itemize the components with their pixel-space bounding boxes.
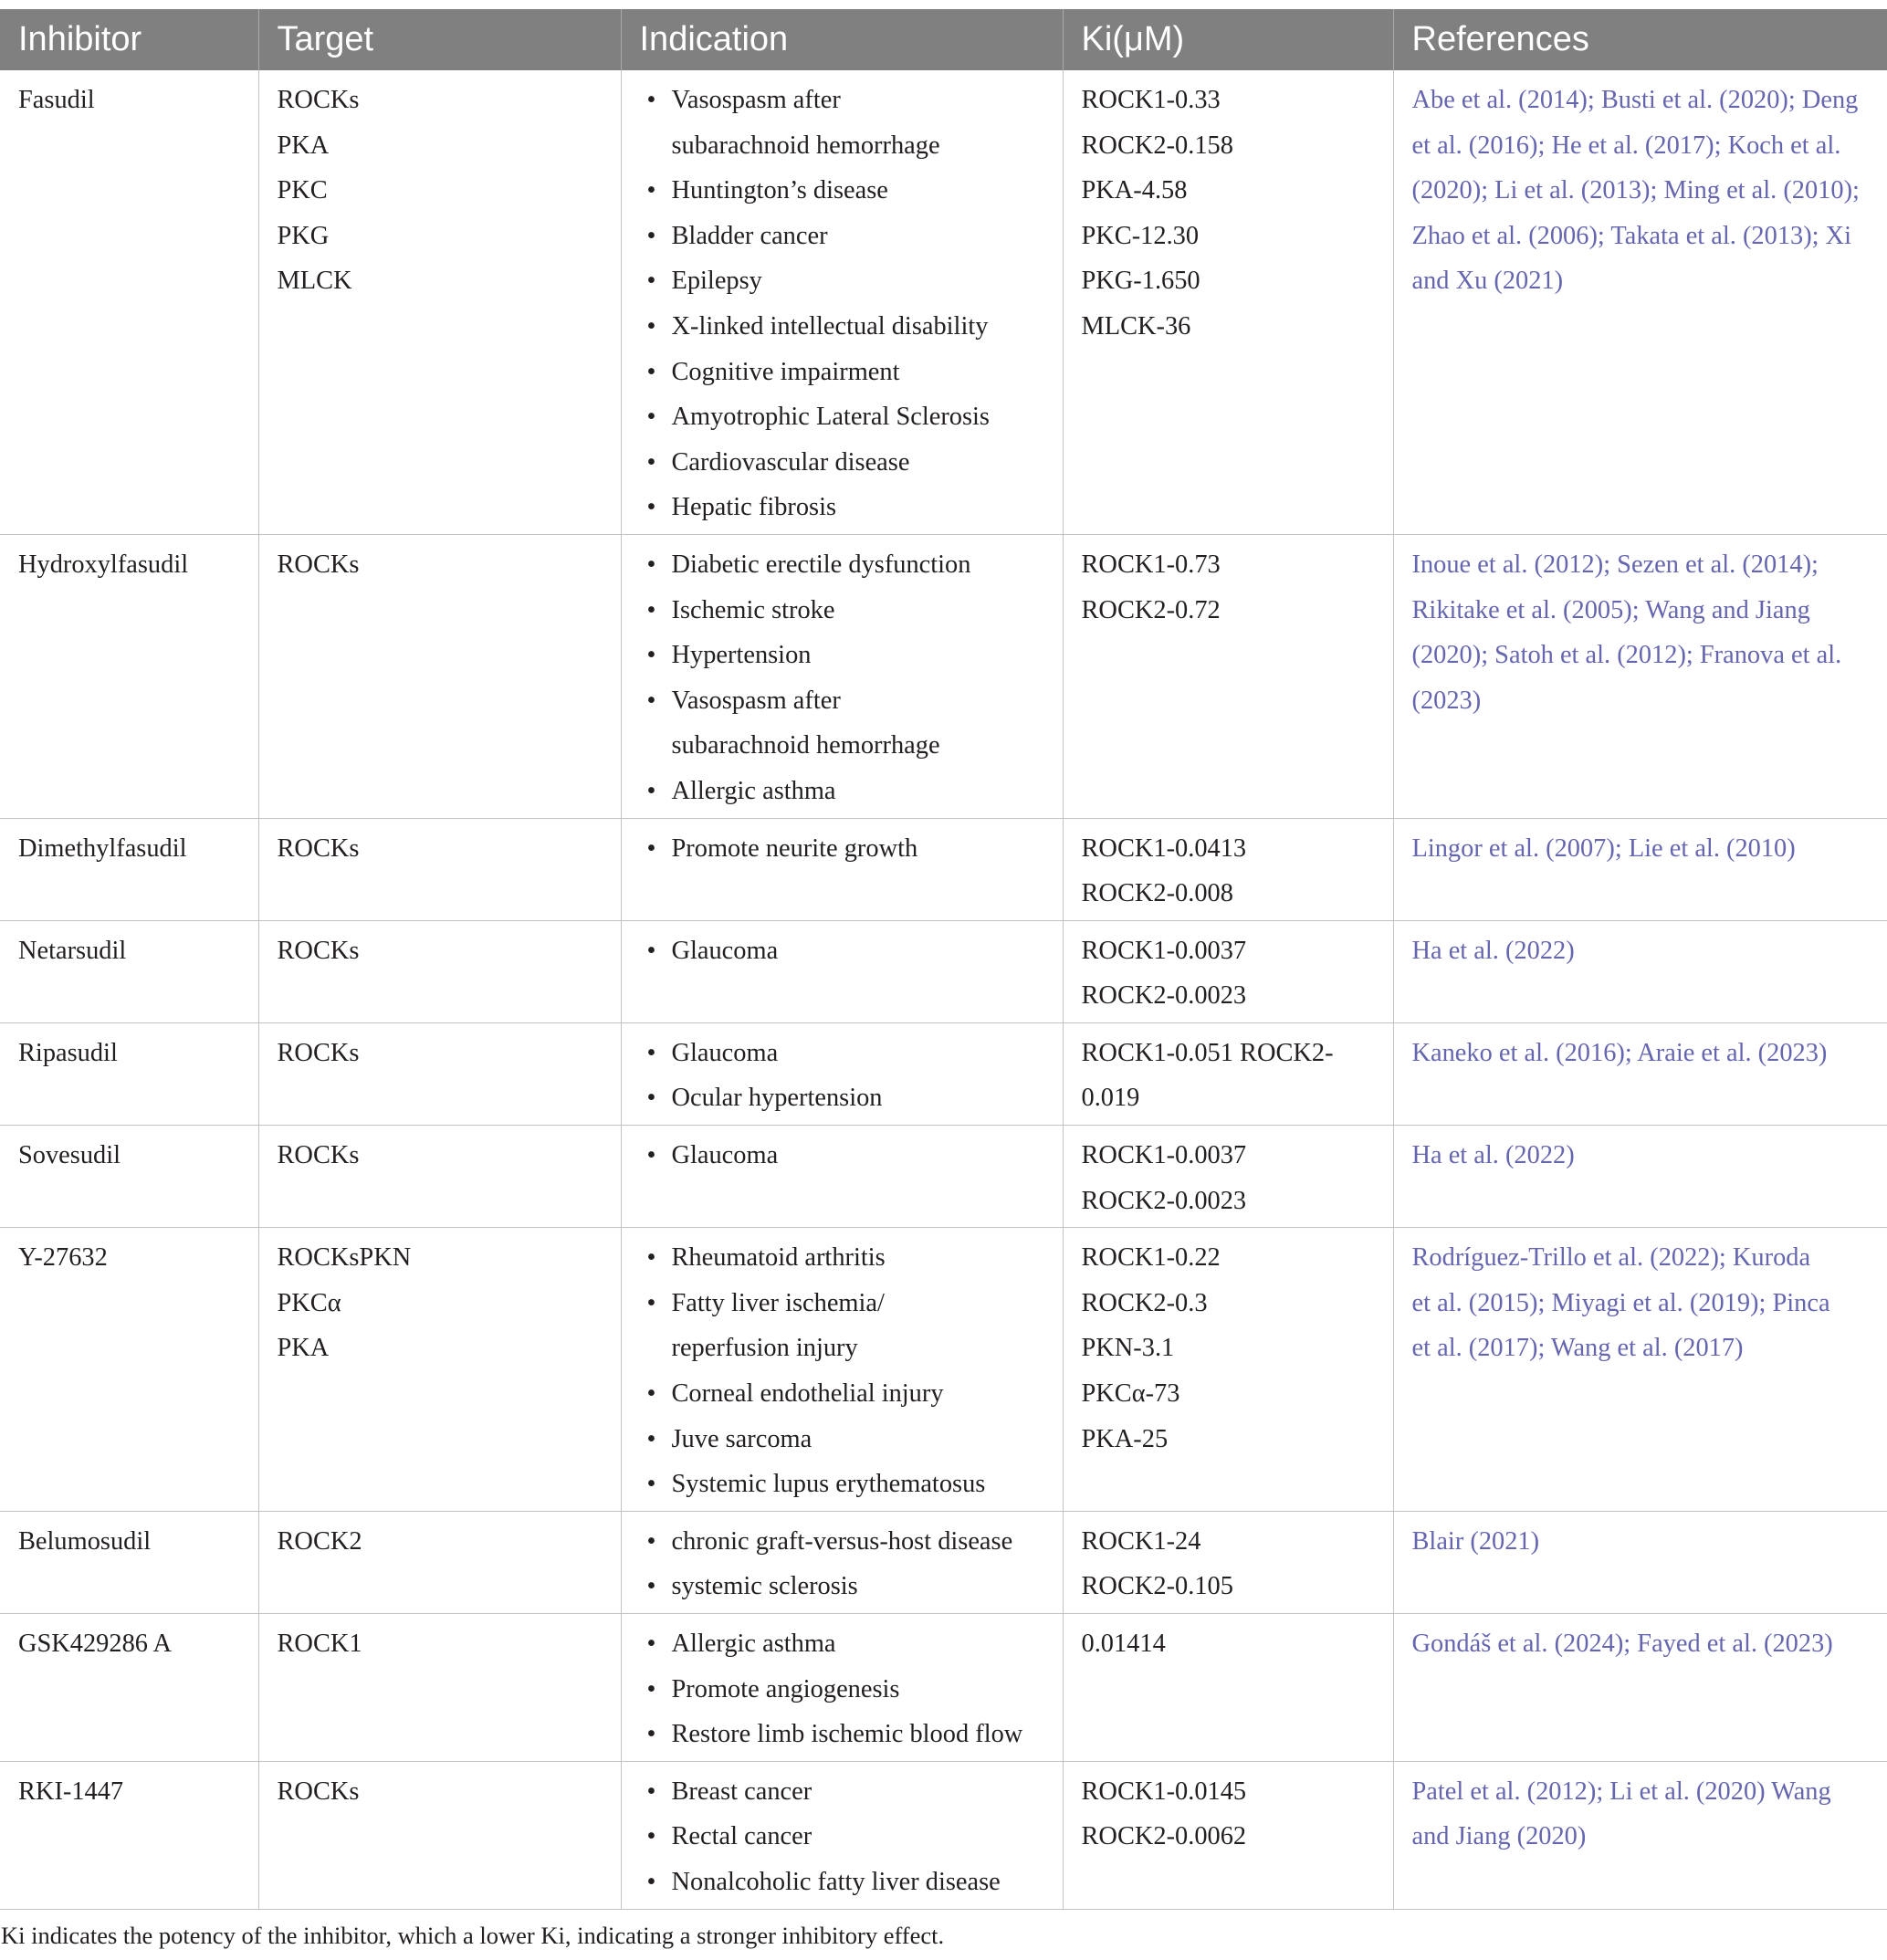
target-cell xyxy=(258,1511,621,1613)
ki-value: ROCK2-0.105 xyxy=(1081,1572,1233,1601)
ki-cell xyxy=(1063,1761,1393,1909)
indication-item: • Diabetic erectile dysfunction xyxy=(640,542,1044,588)
indication-item: • Glaucoma xyxy=(640,1031,1044,1076)
target-cell xyxy=(258,1126,621,1228)
table-row xyxy=(0,1228,1887,1512)
ki-value: ROCK1-0.051 ROCK2- 0.019 xyxy=(1081,1038,1334,1113)
indication-item: • Corneal endothelial injury xyxy=(640,1371,1044,1417)
inhibitor-name: Ripasudil xyxy=(18,1038,118,1067)
indication-list xyxy=(640,1235,1044,1507)
indication-cell xyxy=(621,920,1063,1022)
table-row xyxy=(0,70,1887,534)
indication-list xyxy=(640,826,1044,872)
indication-item: • Breast cancer xyxy=(640,1769,1044,1815)
indication-item: • Amyotrophic Lateral Sclerosis xyxy=(640,394,1044,440)
inhibitor-cell xyxy=(0,1228,258,1512)
indication-cell xyxy=(621,1761,1063,1909)
indication-item: • Cardiovascular disease xyxy=(640,440,1044,486)
ki-value: 0.01414 xyxy=(1081,1630,1166,1658)
indication-item: • Hypertension xyxy=(640,633,1044,678)
target-item: PKCα xyxy=(277,1288,341,1317)
target-item: ROCK1 xyxy=(277,1630,362,1658)
ki-value: ROCK1-0.0413 xyxy=(1081,833,1247,863)
references-cell xyxy=(1393,1126,1887,1228)
indication-item: • systemic sclerosis xyxy=(640,1564,1044,1609)
table-row xyxy=(0,1511,1887,1613)
indication-item: • Allergic asthma xyxy=(640,769,1044,814)
indication-cell xyxy=(621,534,1063,818)
indication-item: • X-linked intellectual disability xyxy=(640,304,1044,350)
indication-cell xyxy=(621,1022,1063,1125)
target-item: ROCKs xyxy=(277,936,360,965)
reference-links[interactable]: Patel et al. (2012); Li et al. (2020) Wang and Jiang (2020) xyxy=(1411,1777,1831,1851)
ki-value: ROCK1-0.33 xyxy=(1081,86,1221,114)
ki-value: ROCK2-0.0023 xyxy=(1081,981,1247,1011)
ki-value: ROCK1-0.0145 xyxy=(1081,1777,1247,1806)
indication-item: • Glaucoma xyxy=(640,928,1044,974)
reference-links[interactable]: Rodríguez-Trillo et al. (2022); Kuroda et al. (2015); Miyagi et al. (2019); Pinca et al. (2017); Wang et al. (2017) xyxy=(1411,1243,1830,1363)
inhibitor-name: GSK429286 A xyxy=(18,1630,173,1658)
header-target: Target xyxy=(258,9,621,70)
indication-cell xyxy=(621,1614,1063,1762)
target-item: ROCKs xyxy=(277,1038,360,1067)
inhibitor-cell xyxy=(0,1614,258,1762)
indication-item: • Promote angiogenesis xyxy=(640,1667,1044,1713)
indication-item: • Restore limb ischemic blood flow xyxy=(640,1712,1044,1757)
inhibitor-cell xyxy=(0,70,258,534)
indication-item: • Nonalcoholic fatty liver disease xyxy=(640,1860,1044,1905)
indication-list xyxy=(640,1133,1044,1179)
indication-item: • Hepatic fibrosis xyxy=(640,485,1044,530)
ki-value: ROCK2-0.3 xyxy=(1081,1288,1208,1317)
target-item: ROCK2 xyxy=(277,1526,362,1556)
reference-links[interactable]: Inoue et al. (2012); Sezen et al. (2014); Rikitake et al. (2005); Wang and Jiang (2020); Satoh et al. (2012); Franova et al. (2023) xyxy=(1411,550,1842,715)
indication-list xyxy=(640,1031,1044,1121)
target-item: PKG xyxy=(277,221,330,250)
indication-item: • Allergic asthma xyxy=(640,1621,1044,1667)
inhibitor-cell xyxy=(0,1126,258,1228)
target-cell xyxy=(258,534,621,818)
ki-value: ROCK1-0.0037 xyxy=(1081,936,1247,965)
references-cell xyxy=(1393,1761,1887,1909)
indication-item: • Rectal cancer xyxy=(640,1814,1044,1860)
ki-value: ROCK2-0.158 xyxy=(1081,131,1233,160)
indication-item: • Fatty liver ischemia/ reperfusion injury xyxy=(640,1281,1044,1371)
inhibitor-cell xyxy=(0,818,258,920)
target-item: PKA xyxy=(277,131,330,160)
indication-cell xyxy=(621,1228,1063,1512)
reference-links[interactable]: Ha et al. (2022) xyxy=(1411,936,1575,965)
ki-cell xyxy=(1063,1614,1393,1762)
table-row xyxy=(0,534,1887,818)
header-inhibitor: Inhibitor xyxy=(0,9,258,70)
inhibitor-name: Y-27632 xyxy=(18,1243,108,1273)
ki-value: PKCα-73 xyxy=(1081,1379,1180,1409)
target-item: ROCKs xyxy=(277,1777,360,1806)
ki-cell xyxy=(1063,534,1393,818)
references-cell xyxy=(1393,1511,1887,1613)
table-footnote: Ki indicates the potency of the inhibitor, which a lower Ki, indicating a stronger inhibitory effect. xyxy=(1,1921,945,1949)
indication-item: • Glaucoma xyxy=(640,1133,1044,1179)
ki-cell xyxy=(1063,1126,1393,1228)
indication-list xyxy=(640,1519,1044,1609)
inhibitor-name: Sovesudil xyxy=(18,1141,121,1170)
table-row xyxy=(0,1022,1887,1125)
target-item: ROCKs xyxy=(277,550,360,579)
target-cell xyxy=(258,1228,621,1512)
indication-item: • Juve sarcoma xyxy=(640,1417,1044,1462)
indication-cell xyxy=(621,1511,1063,1613)
inhibitor-cell xyxy=(0,920,258,1022)
table-row xyxy=(0,818,1887,920)
indication-cell xyxy=(621,70,1063,534)
indication-cell xyxy=(621,1126,1063,1228)
inhibitor-name: Dimethylfasudil xyxy=(18,833,187,863)
ki-cell xyxy=(1063,818,1393,920)
references-cell xyxy=(1393,534,1887,818)
indication-item: • Ischemic stroke xyxy=(640,588,1044,634)
target-item: ROCKsPKN xyxy=(277,1243,412,1273)
references-cell xyxy=(1393,920,1887,1022)
reference-links[interactable]: Ha et al. (2022) xyxy=(1411,1141,1575,1170)
indication-item: • Promote neurite growth xyxy=(640,826,1044,872)
table-header xyxy=(0,9,1887,70)
target-item: MLCK xyxy=(277,267,352,296)
indication-item: • Rheumatoid arthritis xyxy=(640,1235,1044,1281)
header-references: References xyxy=(1393,9,1887,70)
ki-value: PKN-3.1 xyxy=(1081,1334,1175,1363)
references-cell xyxy=(1393,70,1887,534)
ki-cell xyxy=(1063,70,1393,534)
indication-list xyxy=(640,542,1044,814)
references-cell xyxy=(1393,1022,1887,1125)
inhibitor-name: RKI-1447 xyxy=(18,1777,124,1806)
indication-list xyxy=(640,1621,1044,1757)
inhibitor-name: Netarsudil xyxy=(18,936,127,965)
ki-value: ROCK1-24 xyxy=(1081,1526,1201,1556)
indication-item: • Vasospasm after subarachnoid hemorrhage xyxy=(640,78,1044,168)
indication-item: • Systemic lupus erythematosus xyxy=(640,1462,1044,1507)
inhibitor-cell xyxy=(0,1761,258,1909)
indication-list xyxy=(640,928,1044,974)
target-cell xyxy=(258,70,621,534)
references-cell xyxy=(1393,1228,1887,1512)
target-item: PKA xyxy=(277,1334,330,1363)
target-cell xyxy=(258,818,621,920)
target-item: ROCKs xyxy=(277,86,360,114)
ki-value: PKC-12.30 xyxy=(1081,221,1200,250)
inhibitor-cell xyxy=(0,534,258,818)
ki-value: PKA-4.58 xyxy=(1081,176,1188,205)
table-row xyxy=(0,1614,1887,1762)
ki-value: MLCK-36 xyxy=(1081,311,1191,341)
table-row xyxy=(0,1761,1887,1909)
target-cell xyxy=(258,1614,621,1762)
ki-value: ROCK2-0.0062 xyxy=(1081,1822,1247,1851)
target-item: ROCKs xyxy=(277,833,360,863)
inhibitor-cell xyxy=(0,1022,258,1125)
reference-links[interactable]: Lingor et al. (2007); Lie et al. (2010) xyxy=(1411,833,1796,863)
indication-list xyxy=(640,78,1044,530)
ki-value: ROCK2-0.0023 xyxy=(1081,1186,1247,1215)
indication-cell xyxy=(621,818,1063,920)
indication-item: • Epilepsy xyxy=(640,258,1044,304)
reference-links[interactable]: Blair (2021) xyxy=(1411,1526,1540,1556)
inhibitor-cell xyxy=(0,1511,258,1613)
indication-item: • Cognitive impairment xyxy=(640,350,1044,395)
inhibitor-name: Hydroxylfasudil xyxy=(18,550,189,579)
reference-links[interactable]: Kaneko et al. (2016); Araie et al. (2023) xyxy=(1411,1038,1828,1067)
references-cell xyxy=(1393,818,1887,920)
table-row xyxy=(0,1126,1887,1228)
ki-value: ROCK1-0.73 xyxy=(1081,550,1221,579)
ki-value: ROCK1-0.0037 xyxy=(1081,1141,1247,1170)
ki-value: PKG-1.650 xyxy=(1081,267,1200,296)
header-indication: Indication xyxy=(621,9,1063,70)
target-cell xyxy=(258,920,621,1022)
table-body xyxy=(0,70,1887,1909)
ki-value: ROCK2-0.72 xyxy=(1081,595,1221,624)
indication-item: • Ocular hypertension xyxy=(640,1075,1044,1121)
indication-item: • Bladder cancer xyxy=(640,214,1044,259)
inhibitor-name: Belumosudil xyxy=(18,1526,152,1556)
indication-list xyxy=(640,1769,1044,1905)
target-cell xyxy=(258,1761,621,1909)
target-item: PKC xyxy=(277,176,328,205)
indication-item: • chronic graft-versus-host disease xyxy=(640,1519,1044,1565)
ki-cell xyxy=(1063,1022,1393,1125)
references-cell xyxy=(1393,1614,1887,1762)
target-cell xyxy=(258,1022,621,1125)
inhibitor-name: Fasudil xyxy=(18,86,95,114)
ki-cell xyxy=(1063,920,1393,1022)
reference-links[interactable]: Gondáš et al. (2024); Fayed et al. (2023) xyxy=(1411,1630,1833,1658)
ki-cell xyxy=(1063,1228,1393,1512)
inhibitor-table xyxy=(0,9,1887,1910)
header-row xyxy=(0,9,1887,70)
table-row xyxy=(0,920,1887,1022)
indication-item: • Huntington’s disease xyxy=(640,168,1044,214)
ki-value: ROCK1-0.22 xyxy=(1081,1243,1221,1273)
indication-item: • Vasospasm after subarachnoid hemorrhage xyxy=(640,678,1044,769)
target-item: ROCKs xyxy=(277,1141,360,1170)
reference-links[interactable]: Abe et al. (2014); Busti et al. (2020); Deng et al. (2016); He et al. (2017); Koch et al. (2020); Li et al. (2013); Ming et al. (2010); Zhao et al. (2006); Takata et al. (2013); Xi and Xu (2021) xyxy=(1411,86,1860,296)
ki-value: ROCK2-0.008 xyxy=(1081,879,1233,908)
ki-value: PKA-25 xyxy=(1081,1424,1169,1453)
header-ki: Ki(μM) xyxy=(1063,9,1393,70)
ki-cell xyxy=(1063,1511,1393,1613)
